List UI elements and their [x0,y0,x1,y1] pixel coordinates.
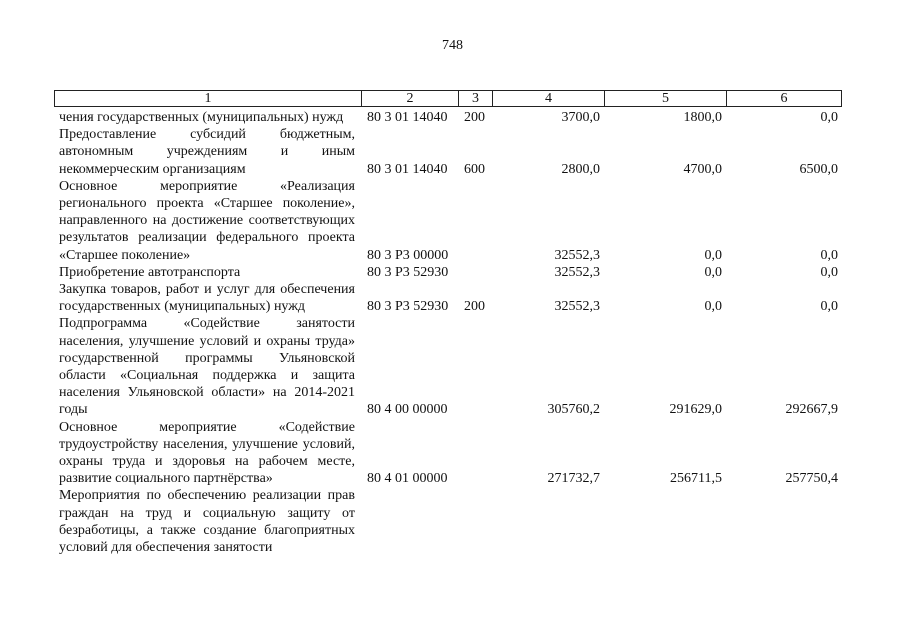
row-value-2: 1800,0 [683,110,722,125]
header-col-4: 4 [493,91,605,106]
row-value-2: 0,0 [704,264,722,280]
row-value-3: 0,0 [820,299,838,315]
row-value-2: 291629,0 [669,402,722,418]
row-value-1: 305760,2 [547,402,600,418]
row-description: Закупка товаров, работ и услуг для обеспечения государственных (муниципальных) нужд [59,282,355,315]
row-kbk: 80 3 P3 00000 [367,247,449,263]
row-value-2: 256711,5 [670,471,722,487]
row-value-2: 4700,0 [683,161,722,177]
row-vr: 200 [464,299,485,315]
row-value-2: 0,0 [704,299,722,315]
table-row [59,264,844,281]
table-row [59,178,844,264]
row-description: Основное мероприятие «Реализация регионального проекта «Старшее поколение», направленного на достижение соответствующих результатов реализации федерального проекта «Старшее поколение» [59,178,355,263]
header-col-5: 5 [605,91,727,106]
row-kbk: 80 3 P3 52930 [367,299,449,315]
table-row [59,281,844,315]
row-value-3: 0,0 [820,247,838,263]
row-description: Приобретение автотранспорта [59,264,241,280]
row-kbk: 80 3 01 14040 [367,161,448,177]
row-value-1: 32552,3 [554,299,600,315]
row-description: Основное мероприятие «Содействие трудоустройству населения, улучшение условий, охраны труда и здоровья на рабочем месте, развитие социального партнёрства» [59,419,355,487]
table-row [59,315,844,418]
header-col-1: 1 [55,91,362,106]
row-kbk: 80 4 01 00000 [367,471,448,487]
row-value-1: 2800,0 [561,161,600,177]
row-value-3: 292667,9 [785,402,838,418]
row-description: Подпрограмма «Содействие занятости населения, улучшение условий и охраны труда» государственной программы Ульяновской области «Социальная поддержка и защита населения Ульяновской области» на 2014-2021 годы [59,316,355,418]
row-value-1: 32552,3 [554,264,600,280]
row-vr: 600 [464,161,485,177]
table-row [59,419,844,488]
header-col-2: 2 [362,91,459,106]
row-value-1: 32552,3 [554,247,600,263]
header-col-3: 3 [459,91,493,106]
table-row [59,109,844,126]
row-kbk: 80 3 01 14040 [367,110,448,125]
row-description: Предоставление субсидий бюджетным, автономным учреждениям и иным некоммерческим организациям [59,127,355,177]
row-vr: 200 [464,110,485,125]
row-value-3: 0,0 [820,110,838,125]
row-kbk: 80 3 P3 52930 [367,264,449,280]
row-description: чения государственных (муниципальных) нужд [59,110,344,125]
table-header [54,90,842,107]
row-value-1: 271732,7 [547,471,600,487]
row-description: Мероприятия по обеспечению реализации прав граждан на труд и социальную защиту от безработицы, а также создание благоприятных условий для обеспечения занятости [59,488,355,556]
row-value-3: 6500,0 [799,161,838,177]
row-value-2: 0,0 [704,247,722,263]
page-number: 748 [442,38,463,53]
table-row [59,487,844,556]
table-row [59,126,844,178]
row-kbk: 80 4 00 00000 [367,402,448,418]
row-value-3: 257750,4 [785,471,838,487]
row-value-3: 0,0 [820,264,838,280]
row-value-1: 3700,0 [561,110,600,125]
header-col-6: 6 [780,91,788,106]
table-body [59,109,844,556]
